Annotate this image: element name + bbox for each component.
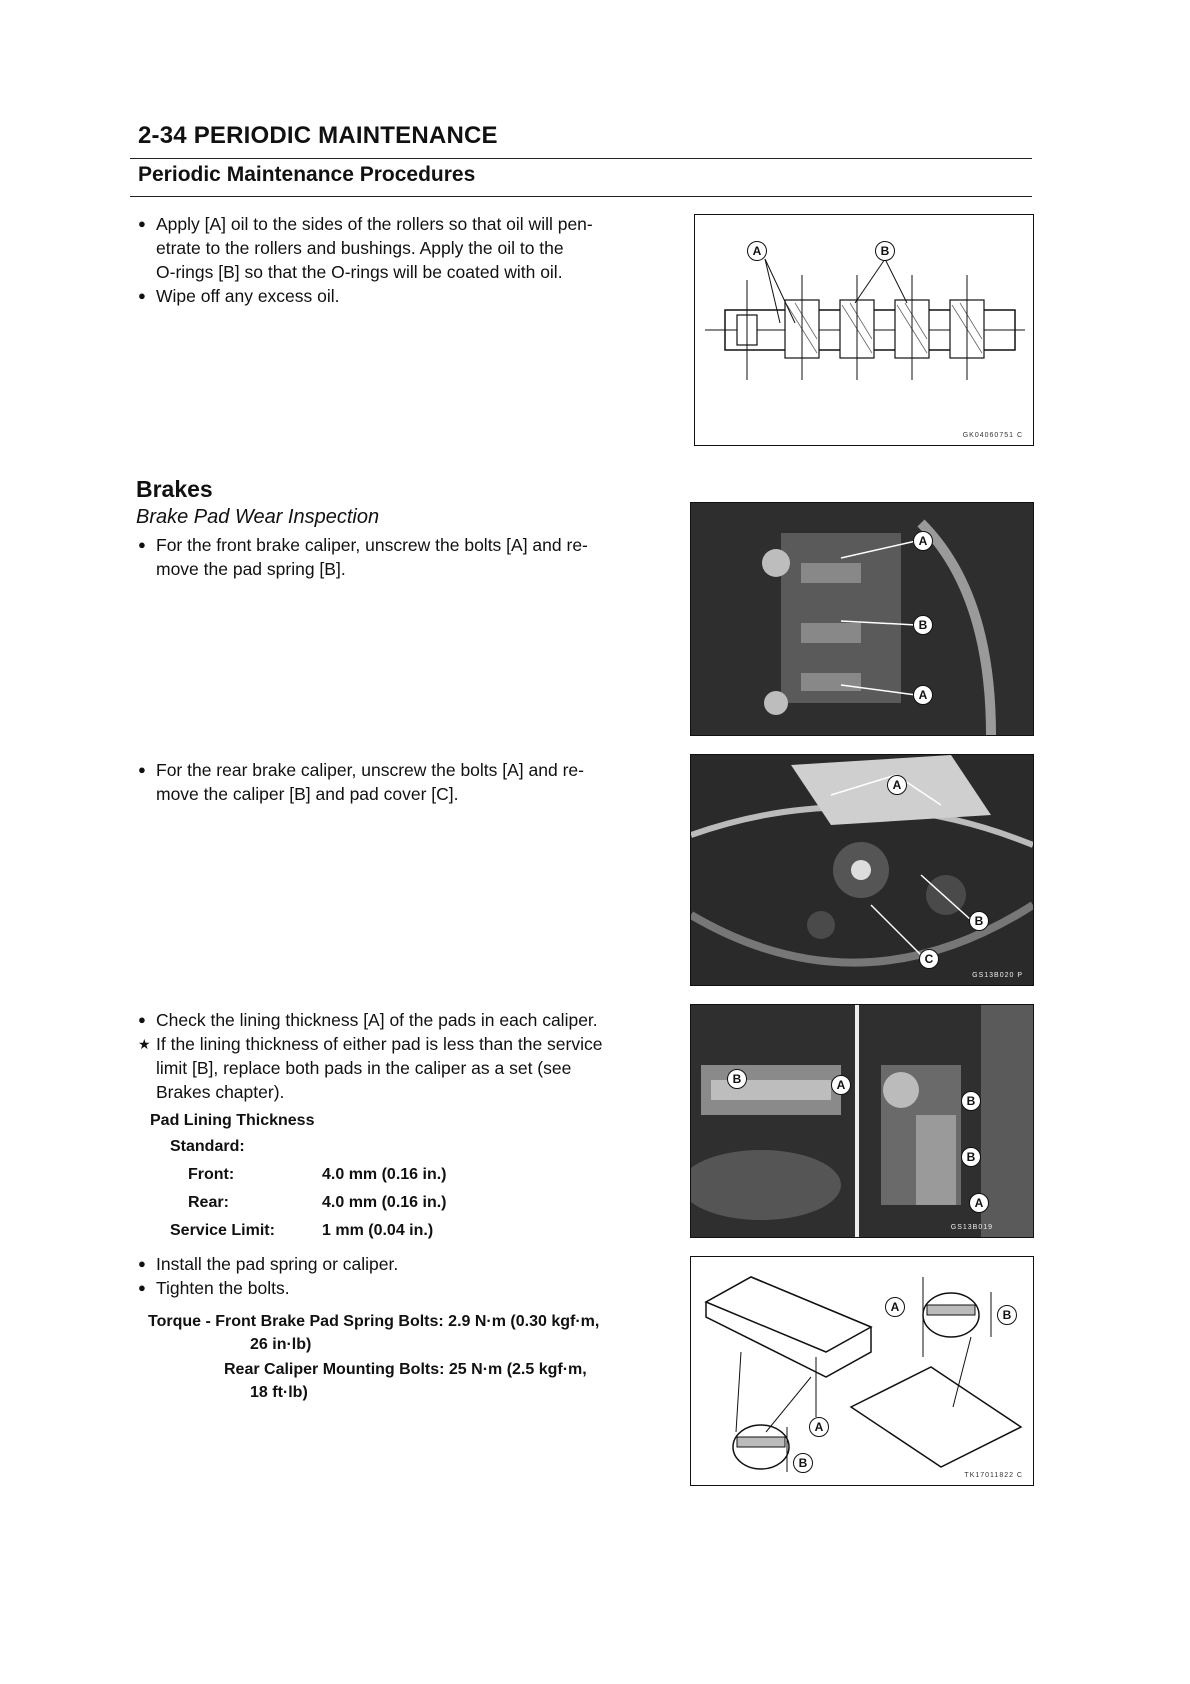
page-title: 2-34 PERIODIC MAINTENANCE — [138, 122, 498, 149]
front-caliper-image — [691, 503, 1033, 735]
front-callout-a1: A — [913, 531, 933, 551]
torque-front-label: Torque - Front Brake Pad Spring Bolts: 2.9 N·m (0.30 kgf·m, — [148, 1313, 600, 1330]
front-caliper-photo — [690, 502, 1034, 736]
torque-front-cont: 26 in·lb) — [250, 1336, 312, 1353]
spec-front-label: Front: — [188, 1166, 235, 1183]
rear-callout-b: B — [969, 911, 989, 931]
pad-callout-a1: A — [885, 1297, 905, 1317]
lining-callout-a1: A — [831, 1075, 851, 1095]
chain-instructions — [138, 212, 658, 308]
rear-callout-c: C — [919, 949, 939, 969]
spec-title: Pad Lining Thickness — [150, 1112, 315, 1129]
bullet-rear-caliper: ● For the rear brake caliper, unscrew the bolts [A] and re- move the caliper [B] and pad cover [C]. — [138, 758, 658, 806]
section-header: Periodic Maintenance Procedures — [138, 163, 476, 186]
front-caliper-text — [138, 533, 658, 581]
pad-diagram — [691, 1257, 1033, 1485]
rear-figure-code: GS13B020 P — [972, 972, 1023, 979]
rear-callout-a: A — [887, 775, 907, 795]
pad-callout-a2: A — [809, 1417, 829, 1437]
front-callout-b: B — [913, 615, 933, 635]
brakes-heading: Brakes — [136, 476, 213, 502]
chain-figure — [694, 214, 1034, 446]
section-rule — [130, 196, 1032, 197]
spec-limit-value: 1 mm (0.04 in.) — [322, 1222, 434, 1239]
lining-callout-b1: B — [727, 1069, 747, 1089]
rear-caliper-text — [138, 758, 658, 806]
front-callout-a2: A — [913, 685, 933, 705]
spec-rear-label: Rear: — [188, 1194, 229, 1211]
lining-check-text — [138, 1008, 668, 1104]
torque-rear: Rear Caliper Mounting Bolts: 25 N·m (2.5 kgf·m, — [224, 1361, 587, 1378]
spec-rear-value: 4.0 mm (0.16 in.) — [322, 1194, 447, 1211]
pad-figure — [690, 1256, 1034, 1486]
spec-front-value: 4.0 mm (0.16 in.) — [322, 1166, 447, 1183]
install-text — [138, 1252, 658, 1300]
spec-standard-label: Standard: — [170, 1138, 245, 1155]
bullet-check-lining: ● Check the lining thickness [A] of the pads in each caliper. — [138, 1008, 668, 1032]
chain-diagram — [695, 215, 1033, 445]
pad-callout-b2: B — [793, 1453, 813, 1473]
pad-callout-b1: B — [997, 1305, 1017, 1325]
bullet-wipe-oil: ● Wipe off any excess oil. — [138, 284, 658, 308]
torque-rear-cont: 18 ft·lb) — [250, 1384, 308, 1401]
bullet-install-spring: ● Install the pad spring or caliper. — [138, 1252, 658, 1276]
lining-callout-b3: B — [961, 1147, 981, 1167]
bullet-apply-oil: ● Apply [A] oil to the sides of the rollers so that oil will pen- etrate to the rollers and bushings. Apply the oil to the O-rings [B] so that the O-rings will be coated with oil. — [138, 212, 658, 284]
brake-pad-subheading: Brake Pad Wear Inspection — [136, 506, 380, 528]
lining-figure-code: GS13B019 — [950, 1224, 993, 1231]
title-rule — [130, 158, 1032, 159]
lining-callout-b2: B — [961, 1091, 981, 1111]
spec-limit-label: Service Limit: — [170, 1222, 275, 1239]
bullet-tighten-bolts: ● Tighten the bolts. — [138, 1276, 658, 1300]
chain-callout-b: B — [875, 241, 895, 261]
chain-figure-code: GK04060751 C — [962, 432, 1023, 439]
lining-photo — [690, 1004, 1034, 1238]
rear-caliper-photo — [690, 754, 1034, 986]
chain-callout-a: A — [747, 241, 767, 261]
lining-callout-a2: A — [969, 1193, 989, 1213]
star-note-service-limit: ★ If the lining thickness of either pad is less than the service limit [B], replace both pads in the caliper as a set (see Brakes chapter). — [138, 1032, 668, 1104]
pad-figure-code: TK17011822 C — [964, 1472, 1023, 1479]
bullet-front-caliper: ● For the front brake caliper, unscrew the bolts [A] and re- move the pad spring [B]. — [138, 533, 658, 581]
rear-caliper-image — [691, 755, 1033, 985]
